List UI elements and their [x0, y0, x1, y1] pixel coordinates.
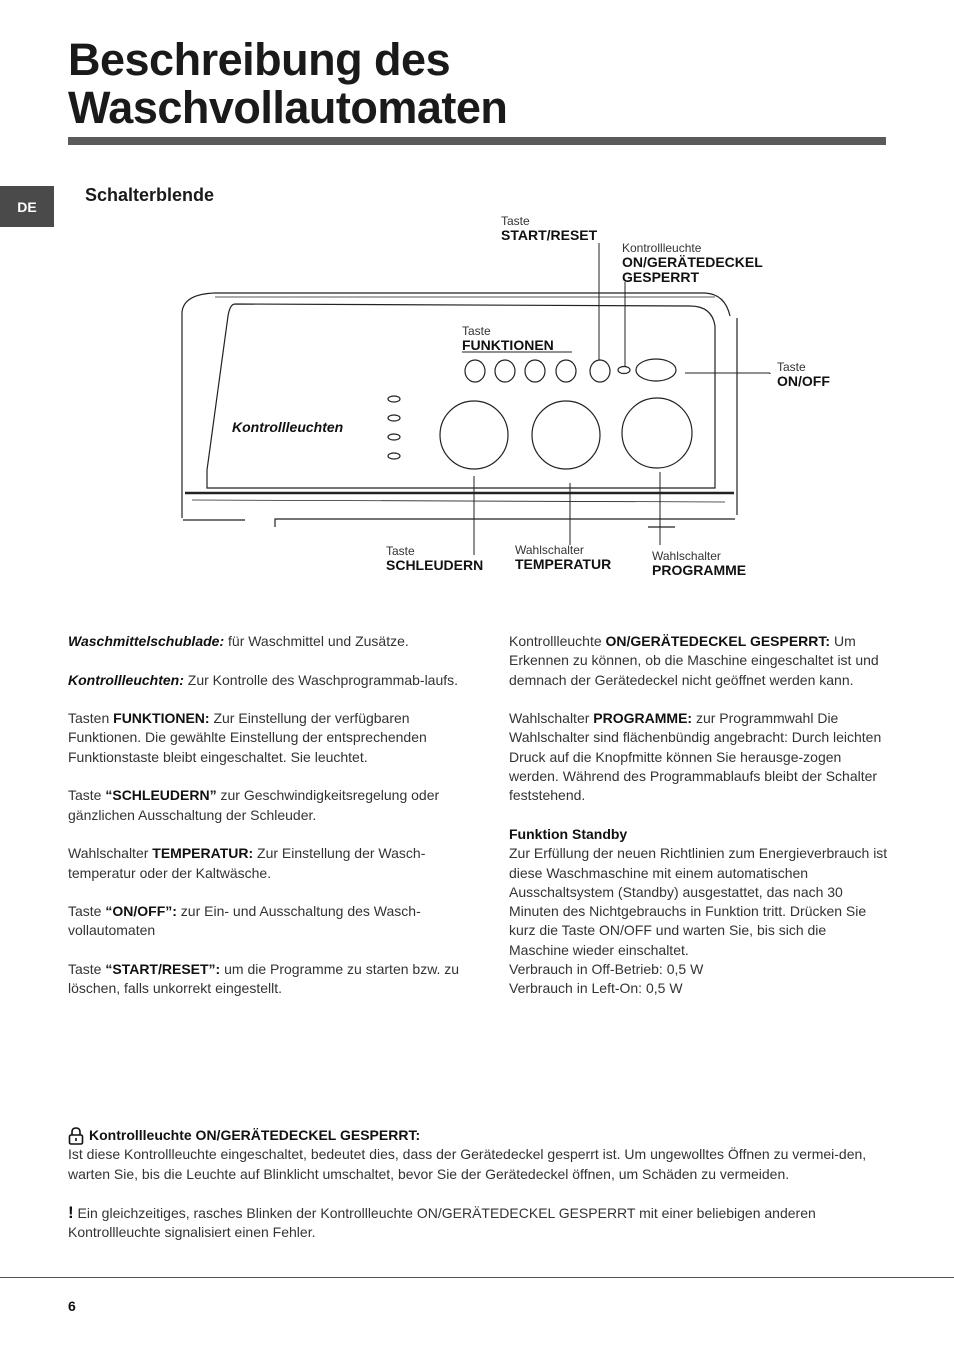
lock-note-head: [68, 1126, 888, 1145]
function-button-4: [556, 360, 576, 382]
text-temperatur: Zur Einstellung der Wasch-temperatur oder der Kaltwäsche.: [68, 845, 426, 881]
lock-indicator-light: [618, 367, 630, 374]
footer-divider: [0, 1277, 954, 1278]
paragraph-start-reset: [68, 960, 468, 999]
start-reset-button: [590, 360, 610, 382]
label-start-reset-small: Taste: [501, 214, 530, 228]
language-tab: DE: [0, 186, 54, 227]
label-lock-light: [622, 242, 763, 285]
spin-knob: [440, 401, 508, 469]
section-title: Schalterblende: [85, 185, 215, 205]
warning-icon: !: [68, 1203, 74, 1223]
indicator-light-4: [388, 453, 400, 459]
paragraph-temperatur: [68, 844, 468, 883]
label-schleudern-big: SCHLEUDERN: [386, 557, 484, 573]
title-line-1: Beschreibung des: [68, 34, 451, 85]
function-button-2: [495, 360, 515, 382]
text-programme: zur Programmwahl Die Wahlschalter sind flächenbündig angebracht: Durch leichten Druck auf die Knopfmitte können Sie herausge-zogen werden. Während des Programmablaufs bleibt der Schalter feststehend.: [509, 710, 882, 804]
prefix-programme: Wahlschalter: [509, 710, 594, 727]
label-temperatur: [515, 544, 611, 572]
text-funktionen: Zur Einstellung der verfügbaren Funktionen. Die gewählte Einstellung der entsprechenden Funktionstaste bleibt eingeschaltet. Sie leuchtet.: [68, 710, 427, 765]
label-onoff: [777, 361, 830, 389]
label-temperatur-small: Wahlschalter: [515, 543, 584, 557]
error-note: [68, 1203, 888, 1243]
error-note-text: Ein gleichzeitiges, rasches Blinken der Kontrollleuchte ON/GERÄTEDECKEL GESPERRT mit einer beliebigen anderen Kontrollleuchte signalisiert einen Fehler.: [68, 1205, 816, 1241]
right-column: [509, 632, 889, 999]
standby-lefton-consumption: Verbrauch in Left-On: 0,5 W: [509, 980, 683, 997]
label-temperatur-big: TEMPERATUR: [515, 556, 612, 572]
text-schleudern: zur Geschwindigkeitsregelung oder gänzlichen Ausschaltung der Schleuder.: [68, 787, 440, 823]
left-column: [68, 632, 468, 1018]
note-spacer: [68, 1184, 888, 1203]
programme-knob: [622, 398, 692, 468]
label-lock-light-small: Kontrollleuchte: [622, 241, 702, 255]
function-button-3: [525, 360, 545, 382]
label-programme-big: PROGRAMME: [652, 562, 747, 578]
text-onoff: zur Ein- und Ausschaltung des Wasch-vollautomaten: [68, 903, 421, 939]
label-lock-light-big-2: GESPERRT: [622, 269, 700, 285]
label-onoff-small: Taste: [777, 360, 806, 374]
lock-note: [68, 1126, 888, 1243]
indicator-light-1: [388, 396, 400, 402]
standby-text: Zur Erfüllung der neuen Richtlinien zum Energieverbrauch ist diese Waschmaschine mit einem automatischen Ausschaltsystem (Standby) ausgestattet, das nach 30 Minuten des Nichtgebrauchs in Funktion tritt. Drücken Sie kurz die Taste ON/OFF und warten Sie, bis sich die Maschine wieder einschaltet.: [509, 845, 888, 958]
prefix-start-reset: Taste: [68, 961, 106, 978]
prefix-funktionen: Tasten: [68, 710, 114, 727]
prefix-lock-light: Kontrollleuchte: [509, 633, 606, 649]
temperature-knob: [532, 401, 600, 469]
title-line-2: Waschvollautomaten: [68, 82, 508, 133]
label-kontrollleuchten: Kontrollleuchten: [232, 419, 344, 435]
lock-note-text: Ist diese Kontrollleuchte eingeschaltet, bedeutet dies, dass der Gerätedeckel gesperrt ist. Um ungewolltes Öffnen zu vermei-den, warten Sie, bis die Leuchte auf Blinklicht umschaltet, bevor Sie der Gerätedeckel öffnen, um Schäden zu vermeiden.: [68, 1146, 867, 1182]
label-schleudern-small: Taste: [386, 544, 415, 558]
label-start-reset-big: START/RESET: [501, 227, 598, 243]
paragraph-waschmittelschublade: [68, 632, 468, 651]
panel-bottom-strip-2: [192, 500, 725, 502]
label-funktionen-big: FUNKTIONEN: [462, 337, 554, 353]
label-lock-light-big-1: ON/GERÄTEDECKEL: [622, 254, 763, 270]
paragraph-onoff: [68, 902, 468, 941]
term-funktionen: FUNKTIONEN:: [113, 710, 210, 727]
function-button-1: [465, 360, 485, 382]
prefix-onoff: Taste: [68, 903, 106, 920]
control-panel-drawing: [0, 0, 954, 600]
term-schleudern: “SCHLEUDERN”: [105, 787, 217, 804]
term-waschmittelschublade: Waschmittelschublade:: [68, 633, 225, 649]
lock-note-title: Kontrollleuchte ON/GERÄTEDECKEL GESPERRT:: [89, 1127, 421, 1143]
prefix-schleudern: Taste: [68, 787, 106, 804]
label-schleudern: [386, 545, 483, 573]
text-lock-light: Um Erkennen zu können, ob die Maschine eingeschaltet ist und demnach der Gerätedeckel nicht geöffnet werden kann.: [509, 633, 879, 688]
indicator-light-3: [388, 434, 400, 440]
term-onoff: “ON/OFF”:: [105, 903, 177, 920]
term-temperatur: TEMPERATUR:: [152, 845, 254, 862]
label-funktionen: [462, 325, 554, 353]
panel-bottom-foot-mid: [275, 519, 735, 527]
indicator-light-2: [388, 415, 400, 421]
paragraph-programme: [509, 709, 889, 805]
page-number: 6: [68, 1298, 76, 1314]
standby-off-consumption: Verbrauch in Off-Betrieb: 0,5 W: [509, 961, 704, 978]
paragraph-lock-light: [509, 632, 889, 690]
text-waschmittelschublade: für Waschmittel und Zusätze.: [224, 633, 409, 649]
control-panel-diagram: [0, 0, 954, 600]
term-start-reset: “START/RESET”:: [105, 961, 221, 978]
label-onoff-big: ON/OFF: [777, 373, 830, 389]
prefix-temperatur: Wahlschalter: [68, 845, 153, 862]
paragraph-schleudern: [68, 786, 468, 825]
term-kontrollleuchten: Kontrollleuchten:: [68, 671, 184, 688]
term-programme: PROGRAMME:: [593, 710, 693, 727]
term-lock-light: ON/GERÄTEDECKEL GESPERRT:: [605, 633, 831, 649]
onoff-button: [636, 359, 676, 381]
text-kontrollleuchten: Zur Kontrolle des Waschprogrammab-laufs.: [183, 671, 459, 688]
label-programme-small: Wahlschalter: [652, 549, 721, 563]
standby-title: Funktion Standby: [509, 825, 628, 842]
panel-inner-face: [207, 304, 715, 488]
label-start-reset: [501, 215, 597, 243]
text-start-reset: um die Programme zu starten bzw. zu löschen, falls unkorrekt eingestellt.: [68, 961, 460, 997]
lock-icon: [68, 1127, 84, 1145]
label-funktionen-small: Taste: [462, 324, 491, 338]
paragraph-kontrollleuchten: [68, 671, 468, 690]
paragraph-funktionen: [68, 709, 468, 767]
label-programme: [652, 550, 746, 578]
paragraph-standby: [509, 825, 889, 999]
